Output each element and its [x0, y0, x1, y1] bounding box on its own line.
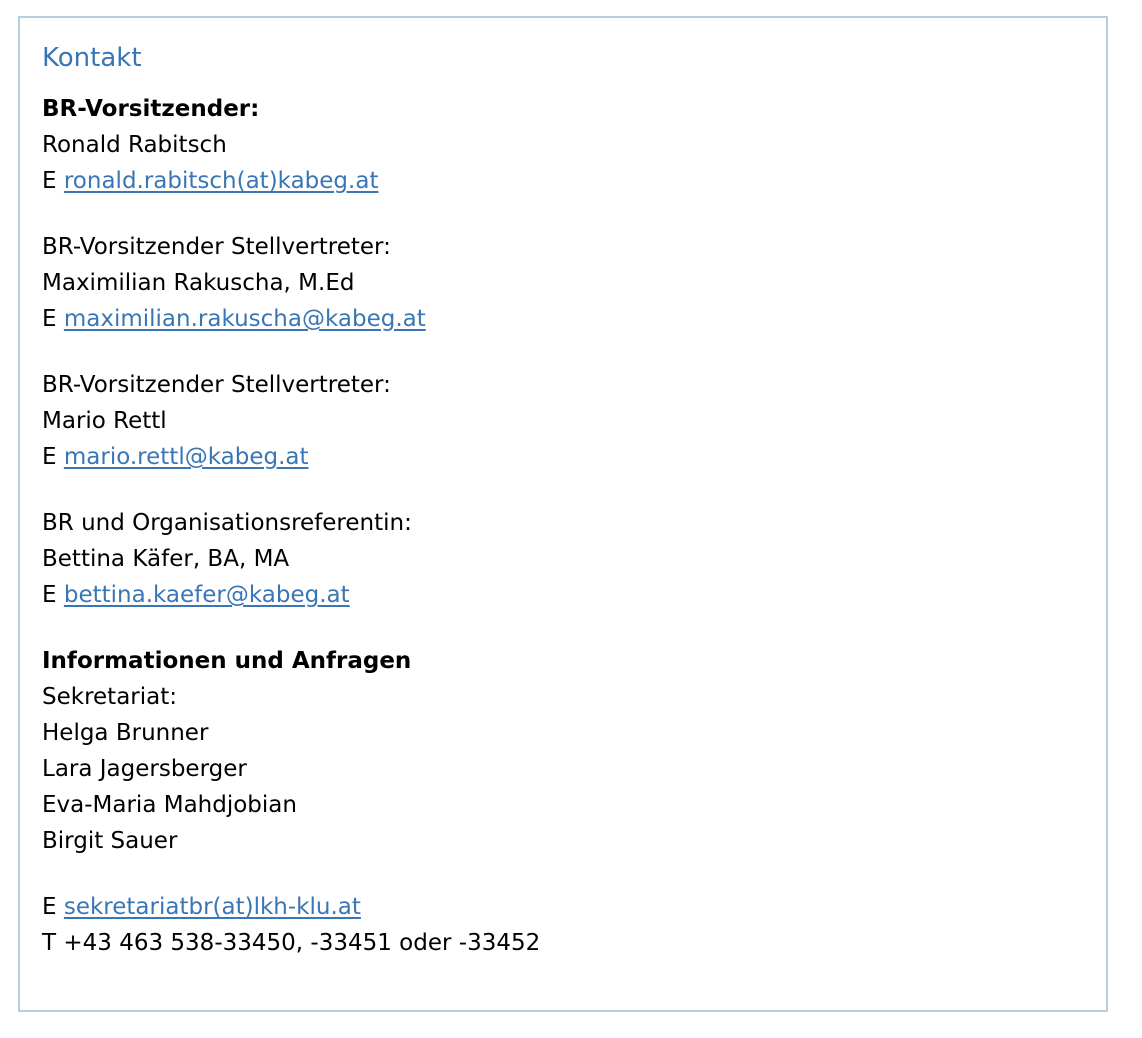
info-phone: T +43 463 538-33450, -33451 oder -33452 — [42, 930, 541, 956]
contact-email-line — [42, 163, 1086, 199]
email-link[interactable]: sekretariatbr(at)lkh-klu.at — [63, 894, 361, 920]
secretariat-name: Lara Jagersberger — [42, 756, 247, 782]
contact-email-line — [42, 577, 1086, 613]
email-prefix: E — [42, 582, 57, 608]
info-heading: Informationen und Anfragen — [42, 648, 412, 674]
contact-role: BR-Vorsitzender: — [42, 96, 260, 122]
contact-email-line — [42, 301, 1086, 337]
contact-block-deputy-1 — [42, 229, 1086, 337]
contact-role: BR-Vorsitzender Stellvertreter: — [42, 234, 391, 260]
contact-block-deputy-2 — [42, 367, 1086, 475]
contact-title: Kontakt — [42, 43, 142, 73]
contact-email-line — [42, 439, 1086, 475]
contact-name: Bettina Käfer, BA, MA — [42, 546, 290, 572]
secretariat-name: Helga Brunner — [42, 720, 209, 746]
contact-name: Ronald Rabitsch — [42, 132, 227, 158]
secretariat-name: Birgit Sauer — [42, 828, 178, 854]
contact-name: Maximilian Rakuscha, M.Ed — [42, 270, 355, 296]
info-block — [42, 643, 1086, 961]
contact-name: Mario Rettl — [42, 408, 167, 434]
email-prefix: E — [42, 894, 57, 920]
email-prefix: E — [42, 306, 57, 332]
contact-block-organisation — [42, 505, 1086, 613]
contact-block-chair — [42, 91, 1086, 199]
email-link[interactable]: maximilian.rakuscha@kabeg.at — [63, 306, 426, 332]
secretariat-name: Eva-Maria Mahdjobian — [42, 792, 297, 818]
email-link[interactable]: bettina.kaefer@kabeg.at — [63, 582, 350, 608]
info-email-line — [42, 889, 1086, 925]
email-prefix: E — [42, 168, 57, 194]
contact-role: BR und Organisationsreferentin: — [42, 510, 412, 536]
contact-box — [18, 16, 1108, 1012]
email-link[interactable]: ronald.rabitsch(at)kabeg.at — [63, 168, 379, 194]
email-link[interactable]: mario.rettl@kabeg.at — [63, 444, 309, 470]
secretariat-label: Sekretariat: — [42, 684, 177, 710]
email-prefix: E — [42, 444, 57, 470]
contact-content — [42, 38, 1086, 961]
contact-role: BR-Vorsitzender Stellvertreter: — [42, 372, 391, 398]
spacer — [42, 859, 1086, 889]
